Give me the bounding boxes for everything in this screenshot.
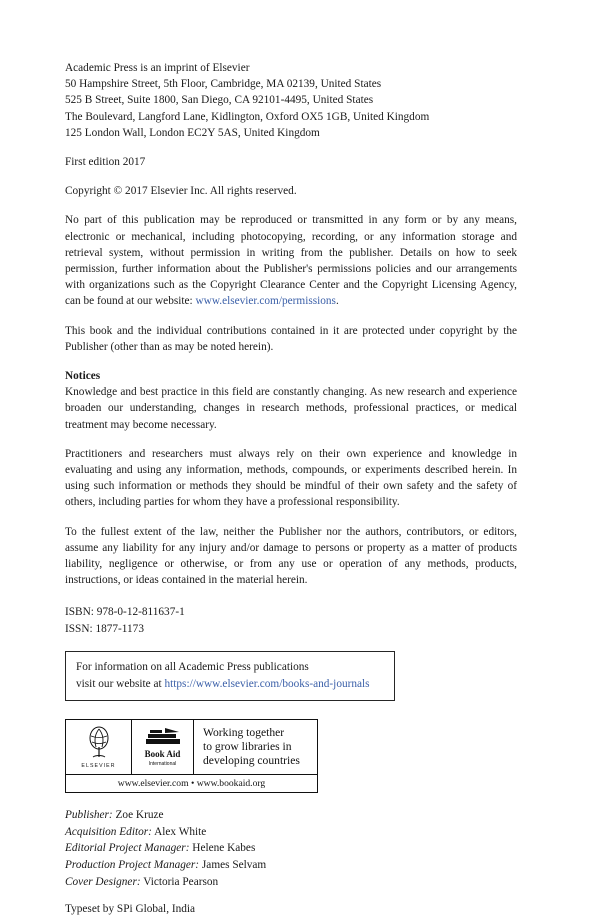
reproduction-notice xyxy=(65,212,517,309)
reproduction-text: No part of this publication may be reproduced or transmitted in any form or by any means, electronic or mechanical, including photocopying, recording, or any information storage and retrieval system, without permission in writing from the publisher. Details on how to seek permission, further information about the Publisher's permissions policies and our arrangements with organizations such as the Copyright Clearance Center and the Copyright Licensing Agency, can be found at our website: xyxy=(65,214,517,308)
credit-role: Acquisition Editor: xyxy=(65,825,152,838)
credit-row xyxy=(65,874,517,891)
elsevier-tree-icon xyxy=(86,726,112,760)
credit-name: James Selvam xyxy=(201,858,267,871)
credit-role: Cover Designer: xyxy=(65,875,141,888)
slogan-line-3: developing countries xyxy=(203,754,300,768)
slogan-line-2: to grow libraries in xyxy=(203,739,292,753)
book-aid-logo-inner xyxy=(66,720,317,792)
credit-name: Alex White xyxy=(154,825,207,838)
book-aid-logo-block xyxy=(65,719,318,793)
info-box-line-2 xyxy=(76,676,384,692)
book-aid-slogan xyxy=(194,720,317,774)
notices-paragraph-3: To the fullest extent of the law, neither the Publisher nor the authors, contributors, or editors, assume any liability for any injury and/or damage to persons or property as a matter of products liability, negligence or otherwise, or from any use or operation of any methods, products, instructions, or ideas contained in the material herein. xyxy=(65,525,517,587)
imprint-line: 525 B Street, Suite 1800, San Diego, CA 92101-4495, United States xyxy=(65,94,374,107)
slogan-line-1: Working together xyxy=(203,725,285,739)
credit-role: Editorial Project Manager: xyxy=(65,842,190,855)
credit-row xyxy=(65,857,517,874)
publications-info-box xyxy=(65,651,395,701)
credit-name: Zoe Kruze xyxy=(115,809,164,822)
credit-row xyxy=(65,824,517,841)
copyright-statement: Copyright © 2017 Elsevier Inc. All rights reserved. xyxy=(65,185,297,198)
typeset-statement: Typeset by SPi Global, India xyxy=(65,903,196,916)
elsevier-wordmark: ELSEVIER xyxy=(81,763,116,770)
info-box-prefix: visit our website at xyxy=(76,677,165,690)
book-aid-websites: www.elsevier.com • www.bookaid.org xyxy=(117,778,266,790)
identifiers-block xyxy=(65,604,517,637)
notices-heading: Notices xyxy=(65,370,101,383)
page-content xyxy=(65,60,517,918)
book-stack-icon xyxy=(145,728,181,750)
credit-row xyxy=(65,807,517,824)
credit-role: Production Project Manager: xyxy=(65,858,200,871)
imprint-line: Academic Press is an imprint of Elsevier xyxy=(65,62,250,74)
edition-statement: First edition 2017 xyxy=(65,156,146,169)
book-aid-international-logo xyxy=(132,720,194,774)
isbn: ISBN: 978-0-12-811637-1 xyxy=(65,606,185,619)
issn: ISSN: 1877-1173 xyxy=(65,622,144,635)
book-aid-name: Book Aid xyxy=(144,749,181,760)
credit-name: Victoria Pearson xyxy=(143,875,219,888)
imprint-line: 125 London Wall, London EC2Y 5AS, United Kingdom xyxy=(65,126,320,139)
reproduction-text-end: . xyxy=(335,295,339,308)
book-aid-logo-top xyxy=(66,720,317,775)
book-aid-subtitle: International xyxy=(148,760,177,767)
credit-name: Helene Kabes xyxy=(192,842,256,855)
notices-paragraph-1: Knowledge and best practice in this field are constantly changing. As new research and experience broaden our understanding, changes in research methods, professional practices, or medical treatment may become necessary. xyxy=(65,386,517,431)
books-and-journals-link[interactable]: https://www.elsevier.com/books-and-journals xyxy=(164,677,370,690)
credit-row xyxy=(65,840,517,857)
imprint-line: The Boulevard, Langford Lane, Kidlington, Oxford OX5 1GB, United Kingdom xyxy=(65,110,430,123)
info-box-line-1: For information on all Academic Press publications xyxy=(76,661,309,674)
imprint-address-block xyxy=(65,60,517,141)
notices-paragraph-2: Practitioners and researchers must always rely on their own experience and knowledge in evaluating and using any information, methods, compounds, or experiments described herein. In using such information or methods they should be mindful of their own safety and the safety of others, including parties for whom they have a professional responsibility. xyxy=(65,447,517,509)
copyright-protection-notice: This book and the individual contributions contained in it are protected under copyright by the Publisher (other than as may be noted herein). xyxy=(65,324,517,353)
imprint-line: 50 Hampshire Street, 5th Floor, Cambridge, MA 02139, United States xyxy=(65,78,382,91)
credits-block xyxy=(65,807,517,890)
elsevier-logo xyxy=(66,720,132,774)
permissions-link[interactable]: www.elsevier.com/permissions xyxy=(195,295,336,308)
credit-role: Publisher: xyxy=(65,809,113,822)
